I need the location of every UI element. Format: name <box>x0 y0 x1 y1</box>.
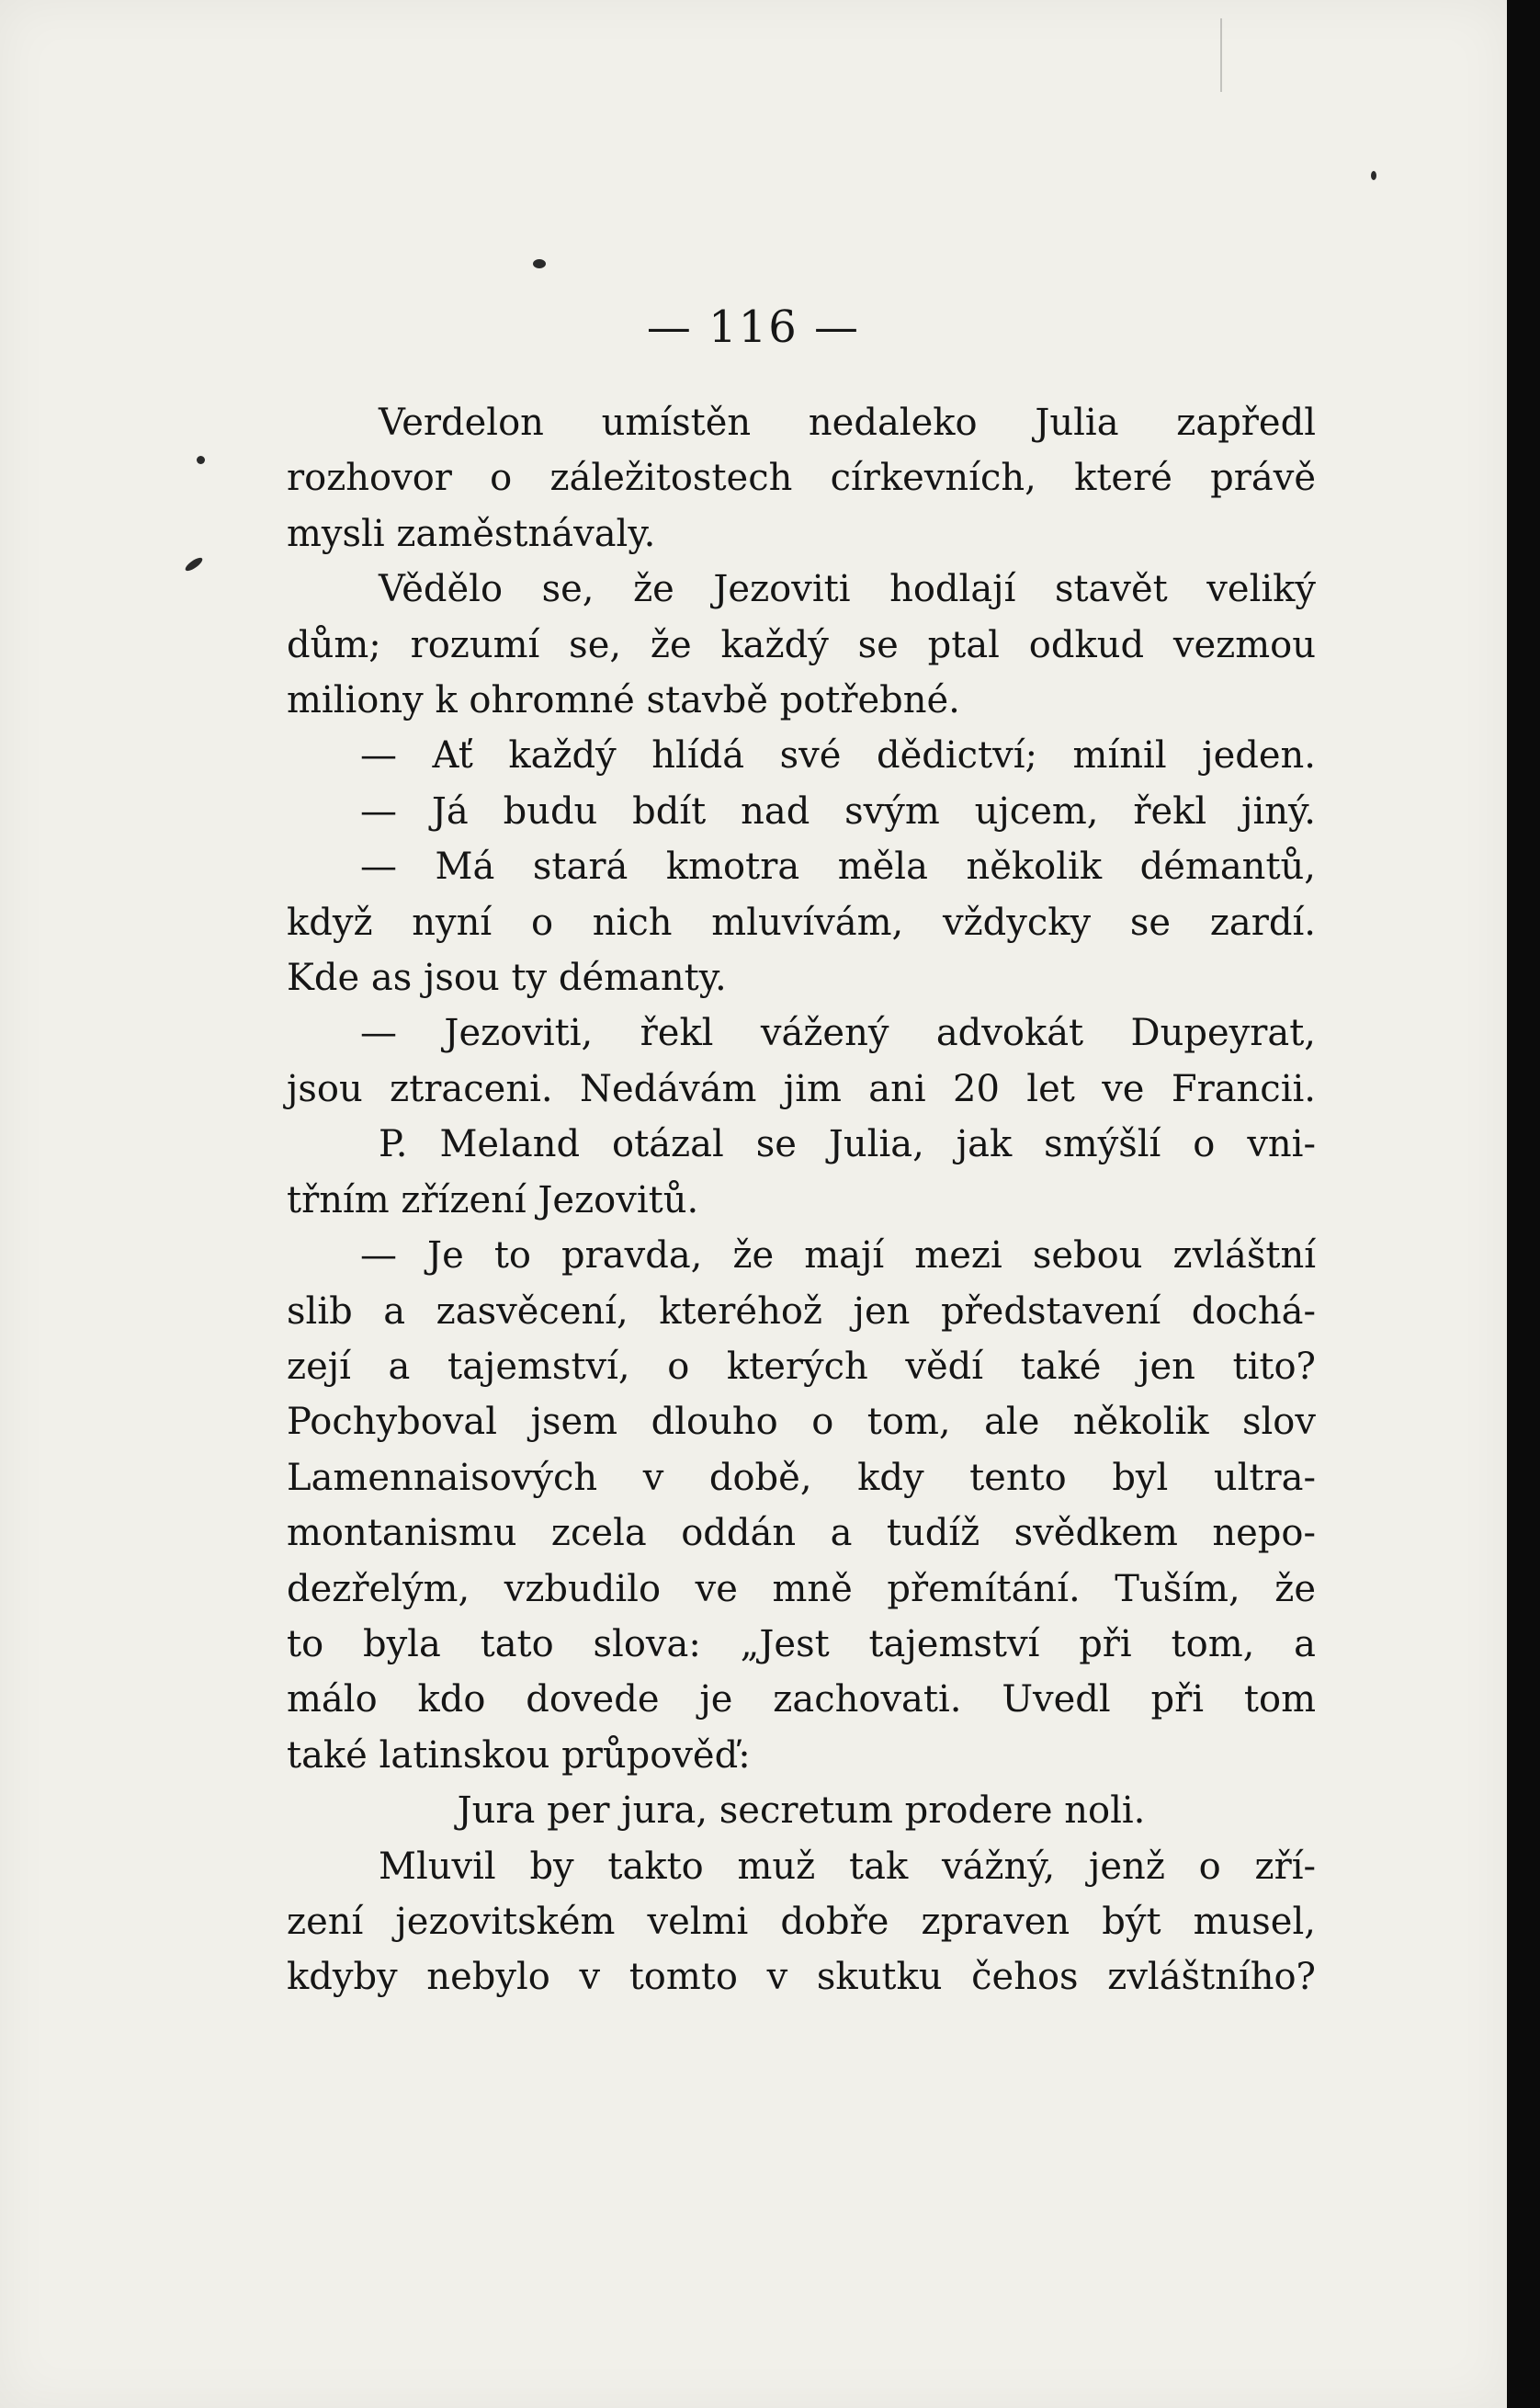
text-line: Verdelon umístěn nedaleko Julia zapředl <box>379 402 1316 444</box>
ink-speck <box>197 456 205 464</box>
text-line: málo kdo dovede je zachovati. Uvedl při tom <box>287 1678 1316 1721</box>
page-fold-mark <box>1220 18 1222 92</box>
ink-speck <box>1371 171 1376 180</box>
text-line: to byla tato slova: „Jest tajemství při tom, a <box>287 1622 1316 1665</box>
text-line: zení jezovitském velmi dobře zpraven být musel, <box>287 1900 1316 1943</box>
text-line: slib a zasvěcení, kteréhož jen představení dochá- <box>287 1289 1316 1333</box>
text-line: Vědělo se, že Jezoviti hodlají stavět veliký <box>379 568 1316 611</box>
text-line: miliony k ohromné stavbě potřebné. <box>287 679 960 722</box>
text-line: třním zřízení Jezovitů. <box>287 1178 699 1221</box>
text-line: — Má stará kmotra měla několik démantů, <box>360 846 1316 889</box>
text-line: Lamennaisových v době, kdy tento byl ultra- <box>287 1456 1316 1499</box>
text-line: rozhovor o záležitostech církevních, které právě <box>287 457 1316 500</box>
text-line: když nyní o nich mluvívám, vždycky se zardí. <box>287 901 1316 944</box>
text-line: dům; rozumí se, že každý se ptal odkud vezmou <box>287 623 1316 666</box>
ink-speck <box>533 259 546 268</box>
text-line: mysli zaměstnávaly. <box>287 512 656 555</box>
latin-quote-line: Jura per jura, secretum prodere noli. <box>457 1789 1146 1833</box>
text-line: dezřelým, vzbudilo ve mně přemítání. Tuším, že <box>287 1567 1316 1610</box>
text-line: — Ať každý hlídá své dědictví; mínil jeden. <box>360 734 1316 778</box>
text-line: Kde as jsou ty démanty. <box>287 957 727 1000</box>
ink-speck <box>184 555 205 573</box>
text-line: jsou ztraceni. Nedávám jim ani 20 let ve Francii. <box>287 1067 1316 1110</box>
text-line: kdyby nebylo v tomto v skutku čehos zvláštního? <box>287 1956 1316 1999</box>
text-line: P. Meland otázal se Julia, jak smýšlí o vni- <box>379 1123 1316 1166</box>
text-line: — Já budu bdít nad svým ujcem, řekl jiný. <box>360 789 1316 833</box>
text-line: zejí a tajemství, o kterých vědí také jen tito? <box>287 1345 1316 1388</box>
scan-edge <box>1507 0 1540 2408</box>
text-line: montanismu zcela oddán a tudíž svědkem nepo- <box>287 1512 1316 1555</box>
body-text <box>287 395 1316 2005</box>
page-number: — 116 — <box>646 301 861 353</box>
text-line: — Je to pravda, že mají mezi sebou zvláštní <box>360 1234 1316 1278</box>
text-line: — Jezoviti, řekl vážený advokát Dupeyrat, <box>360 1012 1316 1055</box>
text-line: také latinskou průpověď: <box>287 1733 751 1777</box>
text-line: Mluvil by takto muž tak vážný, jenž o zří- <box>379 1845 1316 1888</box>
text-line: Pochyboval jsem dlouho o tom, ale několik slov <box>287 1401 1316 1444</box>
